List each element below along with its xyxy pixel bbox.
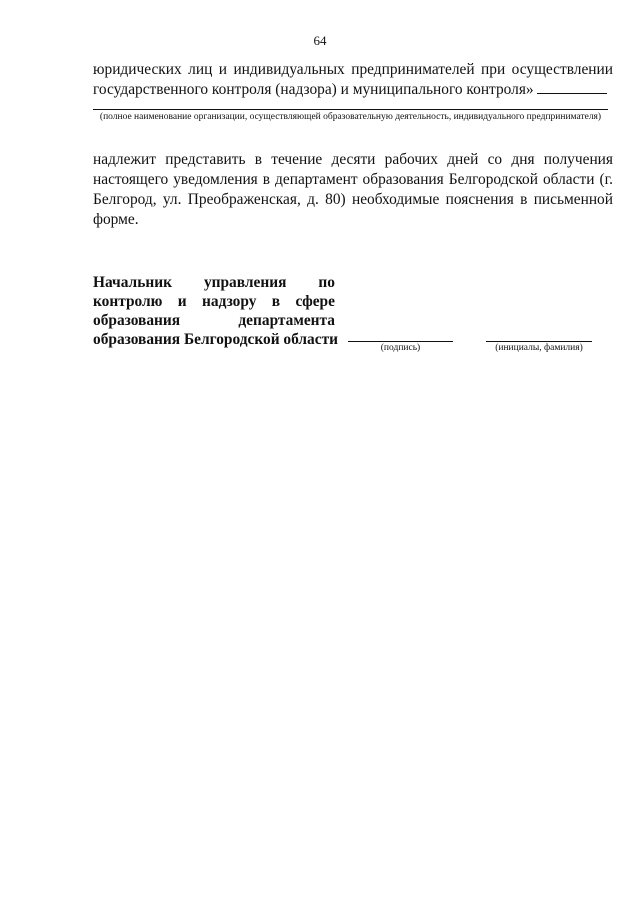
title-word: департамента: [238, 312, 335, 329]
title-word: по: [318, 274, 335, 291]
signatory-title-line-4: [93, 330, 339, 349]
title-word: образования: [93, 312, 181, 329]
title-word: надзору: [202, 293, 257, 310]
title-word: и: [177, 293, 187, 310]
name-blank-line: [486, 341, 592, 342]
main-paragraph: надлежит представить в течение десяти рабочих дней со дня получения настоящего уведомления в департамент образования Белгородской области (г. Белгород, ул. Преображенская, д. 80) необходимые пояснения в письменной форме.: [93, 151, 613, 228]
blank-line-inline: [537, 80, 607, 94]
title-word: образования Белгородской области: [93, 331, 339, 348]
page-number: 64: [313, 33, 327, 48]
signatory-title: [93, 273, 339, 349]
signatory-title-line-1: [93, 273, 335, 292]
name-caption: (инициалы, фамилия): [495, 343, 583, 353]
title-word: сфере: [295, 293, 335, 310]
title-word: Начальник: [93, 274, 172, 291]
intro-text: юридических лиц и индивидуальных предпринимателей при осуществлении государственного контроля (надзора) и муниципального контроля»: [93, 61, 613, 98]
signatory-title-line-2: [93, 292, 335, 311]
signatory-title-line-3: [93, 311, 335, 330]
title-word: управления: [203, 274, 287, 291]
organization-caption: (полное наименование организации, осуществляющей образовательную деятельность, индивидуального предпринимателя): [99, 112, 602, 122]
title-word: контролю: [93, 293, 163, 310]
organization-blank-line: [93, 109, 608, 110]
signature-blank-line: [348, 341, 453, 342]
signature-caption: (подпись): [380, 343, 421, 353]
title-word: в: [271, 293, 281, 310]
intro-paragraph: [93, 60, 613, 100]
